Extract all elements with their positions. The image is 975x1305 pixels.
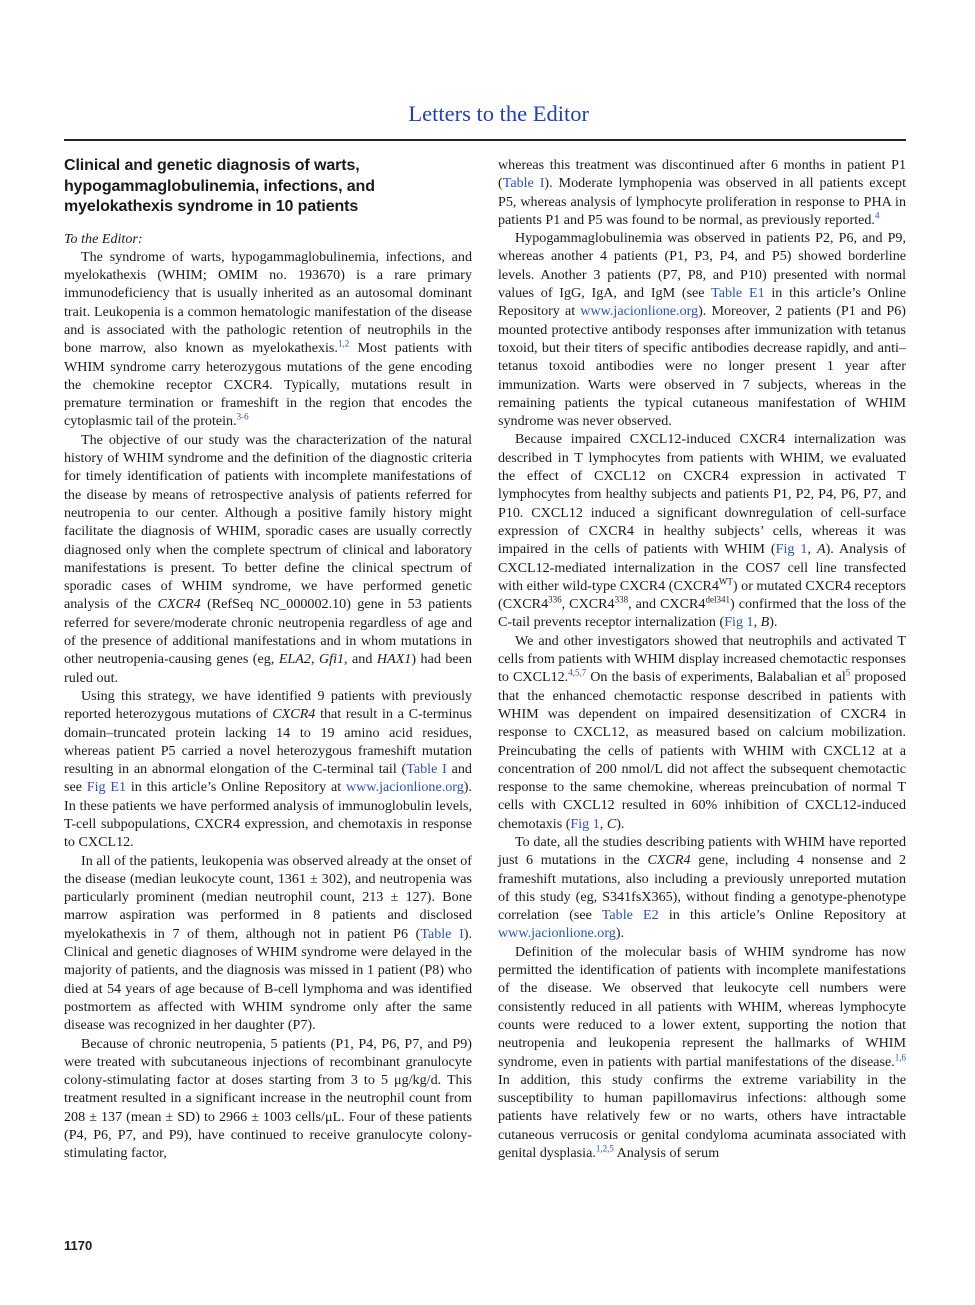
figure-link[interactable]: Fig 1 xyxy=(775,541,808,558)
paragraph: We and other investigators showed that neutrophils and activated T cells from patients with WHIM display increased chemotactic responses to CXCL12.$^{4,5,7}$ On the basis of experiments, Balabalian et al$^5$ proposed that the enhanced chemotactic response described in patients with WHIM was dependent on impaired desensitization of CXCR4 in response to CXCL12, as measured based on calcium mobilization. Preincubating the cells of patients with WHIM with CXCL12 at a concentration of 200 nmol/L did not affect the subsequent chemotactic response to the same chemokine, whereas preincubation of normal T cells with CXCL12 resulted in 60% inhibition of CXCL12-induced chemotaxis (Fig 1, C). xyxy=(498,632,906,832)
citation-link[interactable]: 1,2,5 xyxy=(595,1143,614,1154)
page-number: 1170 xyxy=(64,1238,93,1253)
citation-link[interactable]: 5 xyxy=(845,667,851,678)
paragraph: whereas this treatment was discontinued after 6 months in patient P1 (Table I). Moderate lymphopenia was observed in all patients except P5, whereas analysis of lymphocyte proliferation in response to PHA in patients P1 and P5 was found to be normal, as previously reported.$^4$ xyxy=(498,157,906,228)
citation-link[interactable]: 4,5,7 xyxy=(568,667,587,678)
header-rule xyxy=(64,139,906,141)
paragraph: Definition of the molecular basis of WHIM syndrome has now permitted the identification of patients with incomplete manifestations of the disease. We observed that leukocyte cell numbers were consistently reduced in all patients with WHIM, whereas lymphocyte counts were reduced to a lower extent, supporting the notion that neutropenia and leukopenia represent the hallmarks of WHIM syndrome, even in patients with partial manifestations of the disease.$^{1,6}$ In addition, this study confirms the extreme variability in the susceptibility to human papillomavirus infections: although some patients have relatively few or no warts, others have intractable cutaneous verrucosis or genital condyloma acuminata associated with genital dysplasia.$^{1,2,5}$ Analysis of serum xyxy=(498,943,906,1162)
table-link[interactable]: Table E2 xyxy=(601,907,659,924)
right-column xyxy=(498,156,906,1162)
article-title: Clinical and genetic diagnosis of warts, hypogammaglobulinemia, infections, and myelokathexis syndrome in 10 patients xyxy=(64,157,375,215)
left-column xyxy=(64,156,472,1163)
citation-link[interactable]: 1,6 xyxy=(894,1051,906,1062)
figure-link[interactable]: Fig 1 xyxy=(724,614,754,631)
figure-link[interactable]: Fig 1 xyxy=(570,815,600,832)
citation-link[interactable]: 4 xyxy=(874,210,880,221)
paragraph: Hypogammaglobulinemia was observed in patients P2, P6, and P9, whereas another 4 patients (P1, P3, P4, and P5) showed borderline levels. Another 3 patients (P7, P8, and P10) presented with normal values of IgG, IgA, and IgM (see Table E1 in this article’s Online Repository at www.jacionlione.org). Moreover, 2 patients (P1 and P6) mounted protective antibody responses after immunization with tetanus toxoid, but their titers of specific antibodies decrease rapidly, and anti–tetanus toxoid antibodies were no longer present 1 year after immunization. Warts were observed in 7 subjects, whereas in the remaining patients the typical cutaneous manifestation of WHIM syndrome was never observed. xyxy=(498,230,906,430)
table-link[interactable]: Table I xyxy=(420,925,464,942)
citation-link[interactable]: 3-6 xyxy=(236,411,249,422)
salutation: To the Editor: xyxy=(64,230,143,247)
repository-link[interactable]: www.jacionlione.org xyxy=(498,925,616,942)
section-title: Letters to the Editor xyxy=(408,101,589,126)
repository-link[interactable]: www.jacionlione.org xyxy=(345,779,464,796)
paragraph: To date, all the studies describing patients with WHIM have reported just 6 mutations in the CXCR4 gene, including 4 nonsense and 2 frameshift mutations, also including a previously unreported mutation of this study (eg, S341fsX365), without finding a genotype-phenotype correlation (see Table E2 in this article’s Online Repository at www.jacionlione.org). xyxy=(498,833,906,942)
paragraph: Because impaired CXCL12-induced CXCR4 internalization was described in T lymphocytes from patients with WHIM, we evaluated the effect of CXCL12 on CXCR4 expression in activated T lymphocytes from healthy subjects and patients P1, P2, P4, P6, P7, and P10. CXCL12 induced a significant downregulation of cell-surface expression of CXCR4 in healthy subjects’ cells, whereas it was impaired in the cells of patients with WHIM (Fig 1, A). Analysis of CXCL12-mediated internalization in the COS7 cell line transfected with either wild-type CXCR4 $(CXCR4^{WT})$ or mutated CXCR4 receptors ($CXCR4^{336}$, $CXCR4^{338}$, and $CXCR4^{del341}$) confirmed that the loss of the C-tail prevents receptor internalization (Fig 1, B). xyxy=(498,431,907,631)
paragraph: Using this strategy, we have identified 9 patients with previously reported heterozygous mutations of CXCR4 that result in a C-terminus domain–truncated protein lacking 14 to 19 amino acid residues, whereas patient P5 carried a novel heterozygous frameshift mutation resulting in an abnormal elongation of the C-terminal tail (Table I and see Fig E1 in this article’s Online Repository at www.jacionlione.org). In these patients we have performed analysis of immunoglobulin levels, T-cell subpopulations, CXCR4 expression, and chemotaxis in response to CXCL12. xyxy=(64,687,472,851)
table-link[interactable]: Table I xyxy=(502,175,545,192)
table-link[interactable]: Table I xyxy=(406,761,447,778)
paragraph: In all of the patients, leukopenia was observed already at the onset of the disease (median leukocyte count, 1361 ± 302), and neutropenia was particularly prominent (median neutrophil count, 213 ± 127). Bone marrow aspiration was performed in 8 patients and disclosed myelokathexis in 7 of them, although not in patient P6 (Table I). Clinical and genetic diagnoses of WHIM syndrome were delayed in the majority of patients, and the diagnosis was missed in 1 patient (P8) who died at 54 years of age because of B-cell lymphoma and was identified postmortem as affected with WHIM syndrome only after the same disease was recognized in her daughter (P7). xyxy=(64,852,472,1034)
table-link[interactable]: Table E1 xyxy=(711,285,765,302)
paragraph: The syndrome of warts, hypogammaglobulinemia, infections, and myelokathexis (WHIM; OMIM no. 193670) is a rare primary immunodeficiency that is usually inherited as an autosomal dominant trait. Leukopenia is a common hematologic manifestation of the disease and is associated with the pathologic retention of neutrophils in the bone marrow, also known as myelokathexis.$^{1,2}$ Most patients with WHIM syndrome carry heterozygous mutations of the gene encoding the chemokine receptor CXCR4. Typically, mutations result in premature termination or frameshift in the region that encodes the cytoplasmic tail of the protein.$^{3-6}$ xyxy=(64,248,472,430)
paragraph: The objective of our study was the characterization of the natural history of WHIM syndrome and the definition of the diagnostic criteria for timely identification of patients with incomplete manifestations of the disease by means of retrospective analysis of patients referred for neutropenia to our center. Although a positive family history might facilitate the diagnosis of WHIM, sporadic cases are usually correctly diagnosed only when the complete spectrum of clinical and laboratory manifestations is present. To better define the clinical spectrum of sporadic cases of WHIM syndrome, we have performed genetic analysis of the CXCR4 (RefSeq NC_000002.10) gene in 53 patients referred for severe/moderate chronic neutropenia regardless of age and of the presence of additional manifestations and in whom mutations in other neutropenia-causing genes (eg, ELA2, Gfi1, and HAX1) had been ruled out. xyxy=(64,431,473,686)
figure-link[interactable]: Fig E1 xyxy=(86,779,127,796)
paragraph: Because of chronic neutropenia, 5 patients (P1, P4, P6, P7, and P9) were treated with subcutaneous injections of recombinant granulocyte colony-stimulating factor at doses starting from 3 to 5 μg/kg/d. This treatment resulted in a significant increase in the neutrophil count from 208 ± 137 (mean ± SD) to 2966 ± 1003 cells/μL. Four of these patients (P4, P6, P7, and P9), have continued to receive granulocyte colony-stimulating factor, xyxy=(64,1035,472,1162)
citation-link[interactable]: 1,2 xyxy=(337,338,350,349)
repository-link[interactable]: www.jacionlione.org xyxy=(580,303,699,320)
